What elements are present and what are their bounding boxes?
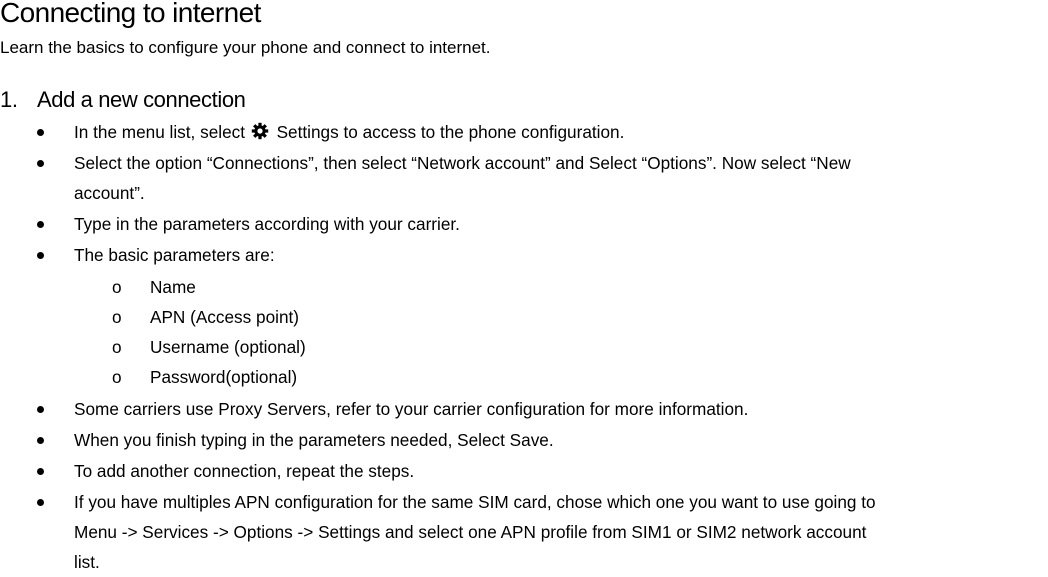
section-heading [0, 86, 246, 114]
gear-icon [251, 119, 269, 137]
list-item-line: Select the option “Connections”, then select “Network account” and Select “Options”. Now select “New [74, 153, 851, 173]
bullet-dot [37, 499, 44, 506]
bullet-dot [37, 406, 44, 413]
bullet-dot [37, 468, 44, 475]
sub-list-item-text: Name [150, 277, 196, 297]
list-item [0, 209, 1048, 239]
list-item-line: Menu -> Services -> Options -> Settings and select one APN profile from SIM1 or SIM2 network account [74, 522, 867, 542]
list-item-text [74, 148, 1048, 208]
list-item [0, 148, 1048, 208]
list-item [0, 117, 1048, 147]
page-subtitle: Learn the basics to configure your phone and connect to internet. [0, 38, 491, 57]
list-item-line: account”. [74, 183, 145, 203]
list-item-text: When you finish typing in the parameters needed, Select Save. [74, 430, 554, 450]
sub-bullet-marker: o [112, 367, 122, 387]
list-item-text [74, 117, 1048, 147]
list-item-line: If you have multiples APN configuration for the same SIM card, chose which one you want to use going to [74, 492, 876, 512]
list-item-line: list. [74, 552, 100, 572]
sub-list-item-text: APN (Access point) [150, 307, 300, 327]
sub-bullet-marker: o [112, 337, 122, 357]
list-item-text: Type in the parameters according with your carrier. [74, 214, 460, 234]
list-item-text-after: Settings to access to the phone configuration. [276, 122, 625, 142]
bullet-dot [37, 160, 44, 167]
section-title: Add a new connection [37, 87, 246, 112]
bullet-dot [37, 129, 44, 136]
list-item-text: The basic parameters are: [74, 245, 275, 265]
sub-bullet-marker: o [112, 277, 122, 297]
list-item [0, 456, 1048, 486]
list-item-text: Some carriers use Proxy Servers, refer to your carrier configuration for more information. [74, 399, 749, 419]
page-title: Connecting to internet [0, 0, 261, 28]
section-number: 1. [0, 87, 18, 112]
list-item [0, 394, 1048, 424]
list-item-text-before: In the menu list, select [74, 122, 246, 142]
list-item [0, 487, 1048, 570]
list-item-text [74, 487, 1048, 577]
list-item-text: To add another connection, repeat the steps. [74, 461, 415, 481]
sub-list-item-text: Username (optional) [150, 337, 306, 357]
sub-bullet-marker: o [112, 307, 122, 327]
bullet-dot [37, 437, 44, 444]
bullet-dot [37, 252, 44, 259]
list-item [0, 240, 1048, 270]
bullet-dot [37, 221, 44, 228]
sub-list-item-text: Password(optional) [150, 367, 298, 387]
list-item [0, 425, 1048, 455]
